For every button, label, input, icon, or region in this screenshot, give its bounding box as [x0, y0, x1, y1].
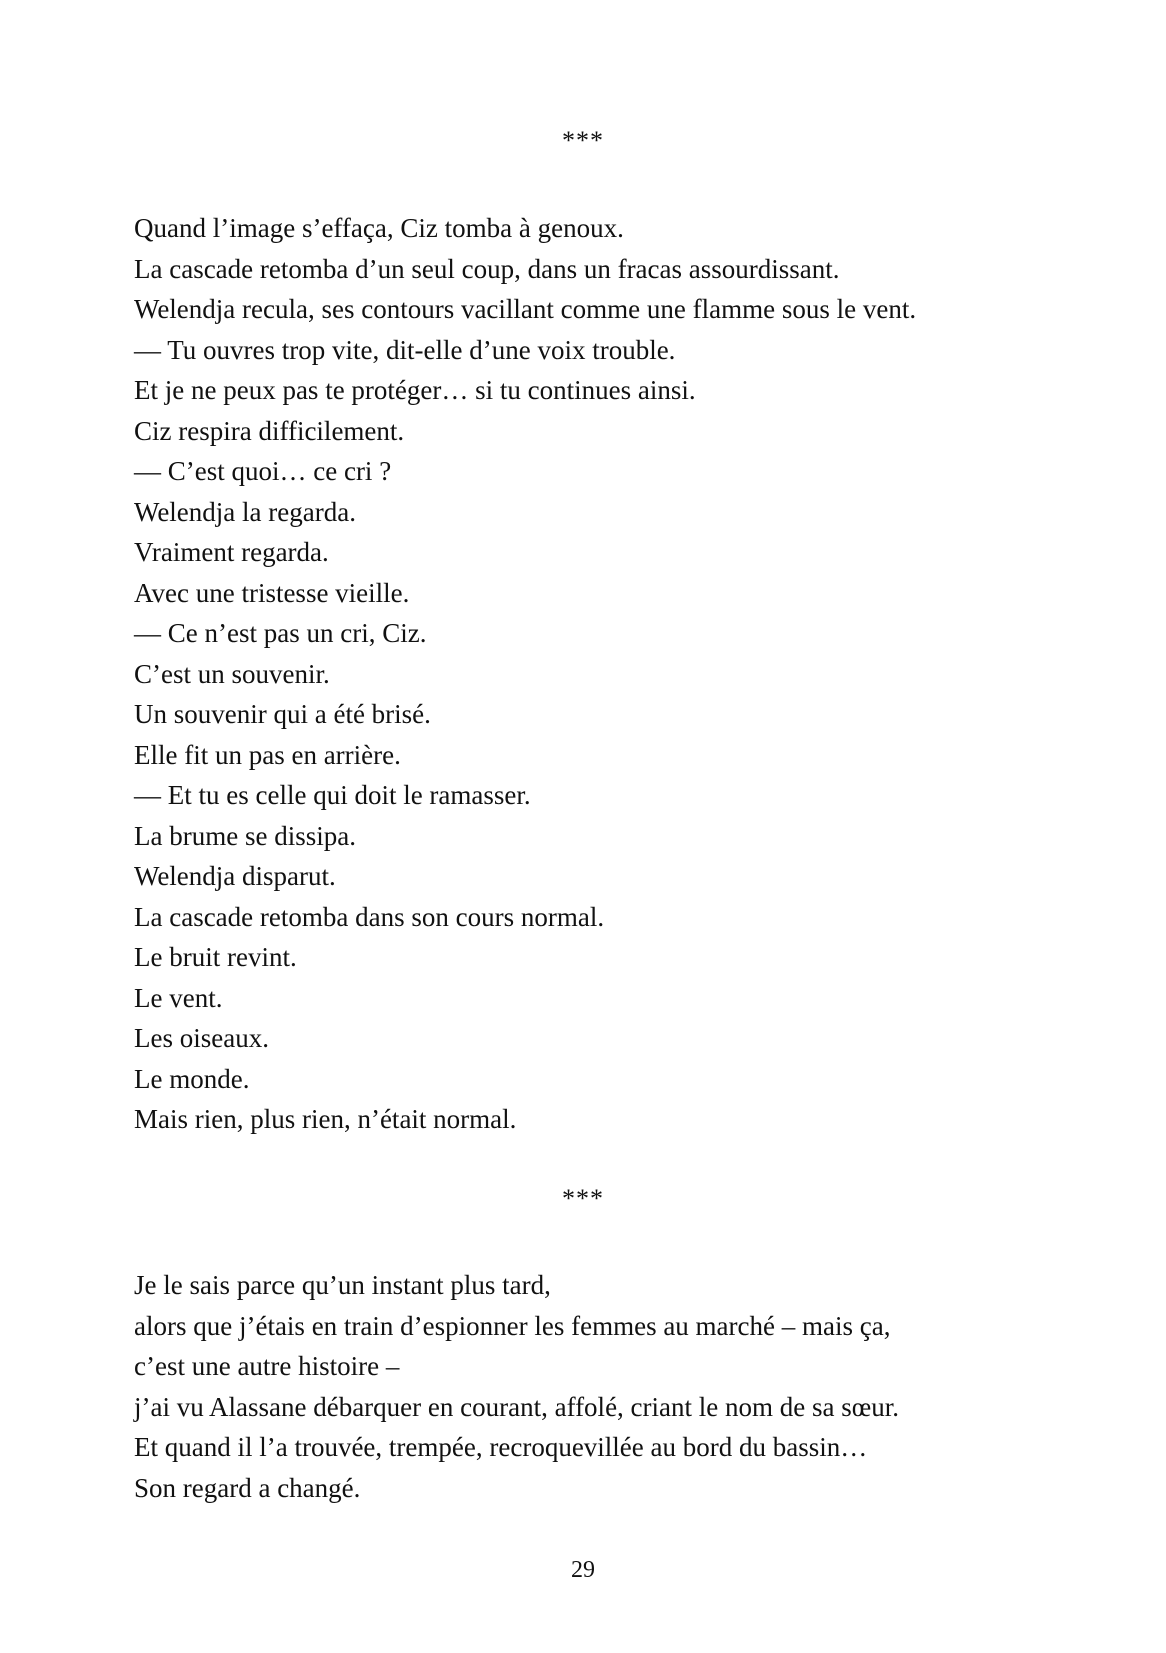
text-line: alors que j’étais en train d’espionner les femmes au marché – mais ça,: [134, 1310, 891, 1341]
text-line: Et je ne peux pas te protéger… si tu continues ainsi.: [134, 375, 696, 405]
text-line: Je le sais parce qu’un instant plus tard,: [134, 1270, 551, 1300]
text-line: Son regard a changé.: [134, 1472, 361, 1503]
text-line: Un souvenir qui a été brisé.: [134, 699, 431, 729]
text-line: Mais rien, plus rien, n’était normal.: [134, 1104, 517, 1134]
text-line: Welendja disparut.: [134, 861, 336, 891]
text-line: — C’est quoi… ce cri ?: [134, 456, 392, 486]
text-line: Avec une tristesse vieille.: [134, 577, 410, 608]
page-number: 29: [571, 1557, 595, 1583]
section-separator: ***: [562, 1184, 604, 1213]
text-line: Welendja recula, ses contours vacillant comme une flamme sous le vent.: [134, 294, 917, 324]
text-line: Et quand il l’a trouvée, trempée, recroquevillée au bord du bassin…: [134, 1432, 868, 1462]
text-line: c’est une autre histoire –: [134, 1351, 400, 1381]
text-line: La cascade retomba dans son cours normal.: [134, 901, 605, 932]
text-line: Ciz respira difficilement.: [134, 415, 405, 446]
text-line: Quand l’image s’effaça, Ciz tomba à genoux.: [134, 213, 624, 243]
text-line: Welendja la regarda.: [134, 496, 356, 527]
text-line: Vraiment regarda.: [134, 537, 329, 567]
text-line: C’est un souvenir.: [134, 658, 330, 689]
section-separator: ***: [562, 126, 604, 155]
text-line: Le bruit revint.: [134, 942, 297, 972]
text-line: — Et tu es celle qui doit le ramasser.: [134, 780, 531, 810]
text-line: Le vent.: [134, 982, 223, 1013]
text-section-2: [134, 1265, 1094, 1508]
text-line: La brume se dissipa.: [134, 820, 356, 851]
text-line: Les oiseaux.: [134, 1023, 269, 1053]
text-line: — Ce n’est pas un cri, Ciz.: [134, 618, 427, 648]
text-line: — Tu ouvres trop vite, dit-elle d’une voix trouble.: [134, 334, 676, 365]
text-line: La cascade retomba d’un seul coup, dans un fracas assourdissant.: [134, 253, 840, 284]
text-line: Le monde.: [134, 1063, 250, 1094]
text-line: j’ai vu Alassane débarquer en courant, affolé, criant le nom de sa sœur.: [134, 1391, 899, 1422]
text-line: Elle fit un pas en arrière.: [134, 739, 401, 770]
text-section-1: [134, 208, 1094, 1140]
